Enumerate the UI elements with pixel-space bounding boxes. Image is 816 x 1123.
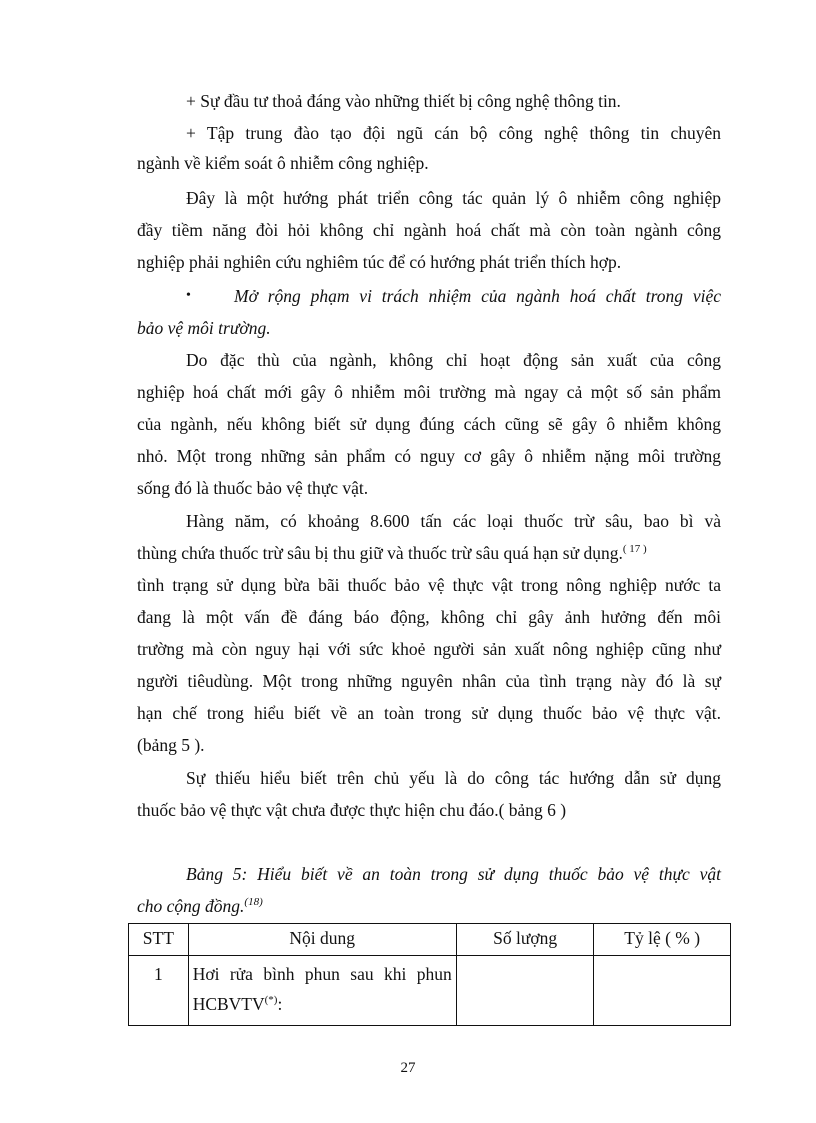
table-caption: Bảng 5: Hiểu biết về an toàn trong sử dụng thuốc bảo vệ thực vật	[186, 864, 721, 884]
cell-text-line	[193, 989, 452, 1019]
knowledge-table	[128, 923, 731, 1026]
text-line: đang là một vấn đề đáng báo động, không chỉ gây ảnh hưởng đến môi	[137, 607, 721, 627]
footnote-reference: (18)	[244, 896, 263, 909]
table-cell-content	[188, 956, 456, 1026]
table-cell-stt: 1	[129, 956, 189, 1026]
column-header-ratio: Tỷ lệ ( % )	[594, 924, 731, 956]
text-segment: thùng chứa thuốc trừ sâu bị thu giữ và thuốc trừ sâu quá hạn sử dụng.	[137, 543, 623, 563]
text-segment: :	[277, 994, 283, 1014]
text-segment: cho cộng đồng.	[137, 896, 245, 916]
text-line: hạn chế trong hiểu biết về an toàn trong sử dụng thuốc bảo vệ thực vật.	[137, 703, 721, 723]
column-header-content: Nội dung	[188, 924, 456, 956]
text-line: nghiệp phải nghiên cứu nghiêm túc để có hướng phát triển thích hợp.	[137, 252, 622, 272]
column-header-quantity: Số lượng	[456, 924, 594, 956]
page-number: 27	[400, 1060, 416, 1076]
bullet-icon: •	[186, 288, 191, 303]
bullet-heading-line: Mở rộng phạm vi trách nhiệm của ngành hoá chất trong việc	[234, 286, 721, 306]
text-line: Sự thiếu hiểu biết trên chủ yếu là do công tác hướng dẫn sử dụng	[186, 768, 721, 788]
text-line: thuốc bảo vệ thực vật chưa được thực hiện chu đáo.( bảng 6 )	[137, 800, 567, 820]
text-line: người tiêudùng. Một trong những nguyên nhân của tình trạng này đó là sự	[137, 671, 721, 691]
text-line-with-reference	[137, 541, 721, 565]
bullet-heading-line: bảo vệ môi trường.	[137, 318, 271, 338]
text-line: của ngành, nếu không biết sử dụng đúng cách cũng sẽ gây ô nhiễm không	[137, 414, 721, 434]
text-segment: HCBVTV	[192, 994, 265, 1014]
cell-text-line: Hơi rửa bình phun sau khi phun	[192, 964, 452, 984]
text-line: trường mà còn nguy hại với sức khoẻ người sản xuất nông nghiệp cũng như	[137, 639, 721, 659]
text-line: + Sự đầu tư thoả đáng vào những thiết bị công nghệ thông tin.	[186, 91, 621, 111]
table-cell-quantity	[456, 956, 594, 1026]
table-cell-ratio	[594, 956, 731, 1026]
text-line: (bảng 5 ).	[137, 735, 205, 755]
text-line: nghiệp hoá chất mới gây ô nhiễm môi trường mà ngay cả một số sản phẩm	[137, 382, 721, 402]
text-line: ngành về kiểm soát ô nhiễm công nghiệp.	[137, 153, 429, 173]
text-line: sống đó là thuốc bảo vệ thực vật.	[137, 478, 369, 498]
text-line: tình trạng sử dụng bừa bãi thuốc bảo vệ thực vật trong nông nghiệp nước ta	[137, 575, 721, 595]
table-row	[129, 956, 731, 1026]
footnote-reference: ( 17 )	[622, 543, 647, 556]
text-line: Hàng năm, có khoảng 8.600 tấn các loại thuốc trừ sâu, bao bì và	[186, 511, 721, 531]
footnote-reference: (*)	[264, 994, 278, 1007]
column-header-stt: STT	[129, 924, 189, 956]
text-line: đầy tiềm năng đòi hỏi không chỉ ngành hoá chất mà còn toàn ngành công	[137, 220, 721, 240]
text-line: + Tập trung đào tạo đội ngũ cán bộ công nghệ thông tin chuyên	[186, 123, 721, 143]
text-line: Do đặc thù của ngành, không chỉ hoạt động sản xuất của công	[186, 350, 721, 370]
text-line: Đây là một hướng phát triển công tác quản lý ô nhiễm công nghiệp	[186, 188, 721, 208]
table-caption-line	[137, 894, 721, 918]
table-header-row	[129, 924, 731, 956]
text-line: nhỏ. Một trong những sản phẩm có nguy cơ gây ô nhiễm nặng môi trường	[137, 446, 721, 466]
